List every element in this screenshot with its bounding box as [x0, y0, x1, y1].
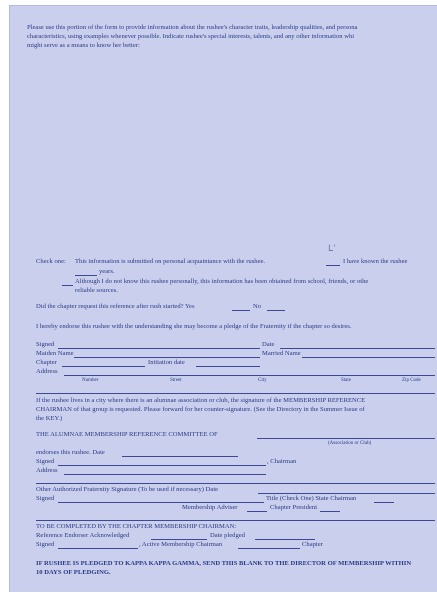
alumnae-signed-label: Signed — [36, 458, 55, 465]
other-date-field[interactable] — [258, 493, 435, 494]
association-field[interactable] — [257, 438, 435, 439]
check-label: Check one: — [36, 258, 66, 265]
alumnae-signed-field[interactable] — [58, 465, 266, 466]
chairman-section-heading: TO BE COMPLETED BY THE CHAPTER MEMBERSHIP CHAIRMAN: — [36, 523, 237, 530]
chairman-label: , Chairman — [267, 458, 297, 465]
address-city-caption: City — [258, 378, 267, 383]
intro-line-3: might serve as a means to know her better: — [27, 42, 140, 49]
yes-blank[interactable] — [232, 310, 250, 311]
chairman-signed-label: Signed — [36, 541, 55, 548]
other-signed-label: Signed — [36, 495, 55, 502]
check-option-personal[interactable]: This information is submitted on personal acquaintance with the rushee. — [75, 258, 266, 265]
association-caption: (Association or Club) — [328, 441, 372, 446]
endorses-date-field[interactable] — [122, 456, 238, 457]
alumnae-address-field[interactable] — [64, 474, 266, 475]
check-blank-other[interactable] — [62, 285, 73, 286]
alumnae-para-2: CHAIRMAN of that group is requested. Please forward for her counter-signature. (See the Directory in the Summer Issue of — [36, 406, 365, 413]
address-field[interactable] — [64, 375, 435, 376]
section-divider-1 — [36, 393, 435, 394]
section-divider-2 — [36, 483, 435, 484]
chairman-chapter-field[interactable] — [238, 548, 300, 549]
check-option-other[interactable]: Although I do not know this rushee personally, this information has been obtained from school, friends, or othe — [75, 278, 369, 285]
married-name-label: Married Name — [262, 350, 301, 357]
years-label: years. — [99, 268, 115, 275]
title-label: Title (Check One) State Chairman — [266, 495, 357, 502]
date-field[interactable] — [280, 348, 435, 349]
chairman-chapter-label: Chapter — [302, 541, 323, 548]
date-label: Date — [262, 341, 275, 348]
form-page — [9, 5, 437, 592]
state-chairman-check[interactable] — [374, 502, 394, 503]
alumnae-para-1: If the rushee lives in a city where there is an alumnae association or club, the signature of the MEMBERSHIP REFERENCE — [36, 397, 366, 404]
president-check[interactable] — [320, 511, 340, 512]
address-street-caption: Street — [170, 378, 182, 383]
address-state-caption: State — [341, 378, 351, 383]
chapter-label: Chapter — [36, 359, 57, 366]
pen-mark: ᒪ’ — [328, 243, 337, 253]
check-option-other-cont: reliable sources. — [75, 287, 118, 294]
intro-line-2: characteristics, using examples whenever possible. Indicate rushee's special interests, talents, and any other information whi — [27, 33, 355, 40]
years-blank[interactable] — [75, 275, 97, 276]
maiden-name-label: Maiden Name — [36, 350, 74, 357]
president-label: Chapter President — [270, 504, 318, 511]
initiation-date-field[interactable] — [196, 366, 260, 367]
address-number-caption: Number — [82, 378, 99, 383]
other-signed-field[interactable] — [58, 502, 264, 503]
footer-instruction-1: IF RUSHEE IS PLEDGED TO KAPPA KAPPA GAMMA, SEND THIS BLANK TO THE DIRECTOR OF MEMBERSHIP WITHIN — [36, 560, 412, 567]
alumnae-address-label: Address — [36, 467, 58, 474]
married-name-field[interactable] — [302, 357, 435, 358]
footer-instruction-2: 10 DAYS OF PLEDGING. — [36, 569, 111, 576]
no-blank[interactable] — [267, 310, 285, 311]
intro-line-1: Please use this portion of the form to provide information about the rushee's character traits, leadership qualities, and persona — [27, 24, 358, 31]
signed-field[interactable] — [58, 348, 260, 349]
date-pledged-field[interactable] — [255, 539, 315, 540]
address-zip-caption: Zip Code — [402, 378, 421, 383]
signed-label: Signed — [36, 341, 55, 348]
maiden-name-field[interactable] — [74, 357, 260, 358]
endorse-statement: I hereby endorse this rushee with the understanding she may become a pledge of the Fraternity if the chapter so desires. — [36, 323, 352, 330]
other-signature-label: Other Authorized Fraternity Signature (To be used if necessary) Date — [36, 486, 219, 493]
active-chairman-label: , Active Membership Chairman — [139, 541, 223, 548]
alumnae-para-3: the KEY.) — [36, 415, 63, 422]
initiation-date-label: Initiation date — [148, 359, 185, 366]
endorses-label: endorses this rushee. Date — [36, 449, 105, 456]
request-question: Did the chapter request this reference after rush started? Yes — [36, 303, 195, 310]
adviser-check[interactable] — [247, 511, 267, 512]
check-blank-personal[interactable] — [326, 265, 340, 266]
check-option-known: I have known the rushee — [343, 258, 408, 265]
no-label: No — [253, 303, 262, 310]
address-label: Address — [36, 368, 58, 375]
chapter-field[interactable] — [62, 366, 145, 367]
committee-label: THE ALUMNAE MEMBERSHIP REFERENCE COMMITTEE OF — [36, 431, 218, 438]
adviser-label: Membership Adviser — [182, 504, 238, 511]
reference-acknowledged-field[interactable] — [151, 539, 207, 540]
section-divider-3 — [36, 520, 435, 521]
chairman-signed-field[interactable] — [58, 548, 138, 549]
comments-area[interactable] — [27, 54, 432, 244]
date-pledged-label: Date pledged — [210, 532, 245, 539]
reference-acknowledged-label: Reference Endorser Acknowledged — [36, 532, 130, 539]
